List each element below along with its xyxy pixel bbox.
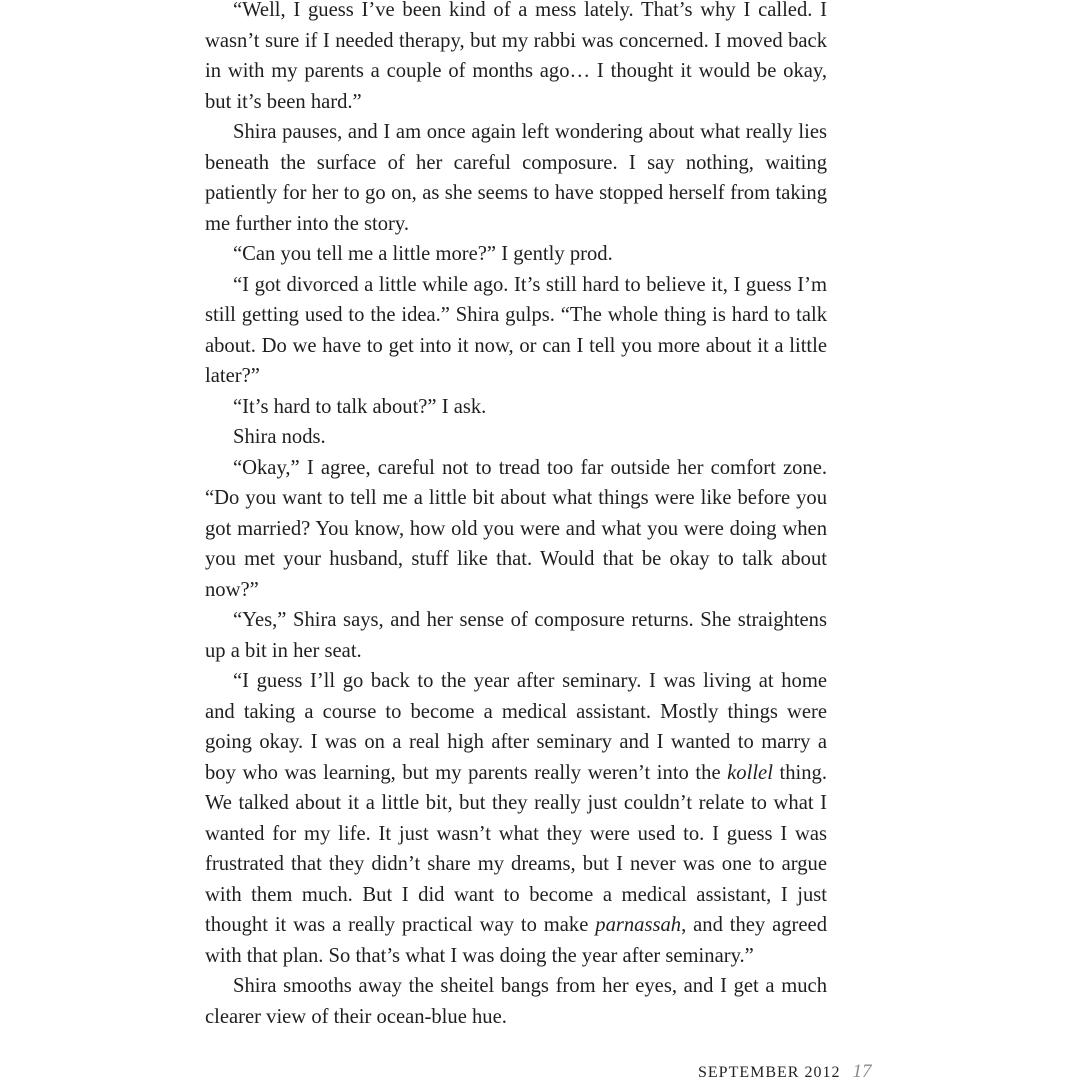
paragraph [205,422,827,453]
paragraph-text: “Well, I guess I’ve been kind of a mess lately. That’s why I called. I wasn’t sure if I needed therapy, but my rabbi was concerned. I moved back in with my parents a couple of months ago… I thought it would be okay, but it’s been hard.” [205,0,827,113]
paragraph-text: “I guess I’ll go back to the year after seminary. I was living at home and taking a course to become a medical assistant. Mostly things were going okay. I was on a real high after seminary and I wanted to marry a boy who was learning, but my parents really weren’t into the [205,670,827,784]
paragraph-text: “I got divorced a little while ago. It’s still hard to believe it, I guess I’m still getting used to the idea.” Shira gulps. “The whole thing is hard to talk about. Do we have to get into it now, or can I tell you more about it a little later?” [205,273,827,387]
paragraph [205,605,827,666]
italic-term: parnassah [595,914,682,936]
paragraph-text: thing. We talked about it a little bit, but they really just couldn’t relate to what I wanted for my life. It just wasn’t what they were used to. I guess I was frustrated that they didn’t share my dreams, but I never was one to argue with them much. But I did want to become a medical assistant, I just thought it was a really practical way to make [205,761,827,936]
paragraph [205,666,827,971]
paragraph-text: “Can you tell me a little more?” I gently prod. [233,243,613,265]
footer-date: SEPTEMBER 2012 [698,1064,841,1081]
paragraph-text: “Yes,” Shira says, and her sense of composure returns. She straightens up a bit in her seat. [205,609,827,662]
paragraph [205,392,827,423]
paragraph [205,971,827,1032]
page-number: 17 [852,1061,872,1082]
paragraph-text: Shira nods. [233,426,326,448]
paragraph-text: “It’s hard to talk about?” I ask. [233,395,487,418]
paragraph-text: “Okay,” I agree, careful not to tread too far outside her comfort zone. “Do you want to tell me a little bit about what things were like before you got married? You know, how old you were and what you were doing when you met your husband, stuff like that. Would that be okay to talk about now?” [205,456,827,601]
italic-term: kollel [727,761,773,784]
paragraph-text: Shira smooths away the sheitel bangs from her eyes, and I get a much clearer view of their ocean-blue hue. [205,975,827,1028]
paragraph [205,0,827,117]
article-body [205,0,827,1032]
paragraph [205,270,827,392]
paragraph-text: Shira pauses, and I am once again left wondering about what really lies beneath the surface of her careful composure. I say nothing, waiting patiently for her to go on, as she seems to have stopped herself from taking me further into the story. [205,121,827,235]
paragraph-text: , and they agreed with that plan. So that’s what I was doing the year after seminary.” [205,914,827,967]
paragraph [205,239,827,270]
paragraph [205,117,827,239]
paragraph [205,453,827,606]
